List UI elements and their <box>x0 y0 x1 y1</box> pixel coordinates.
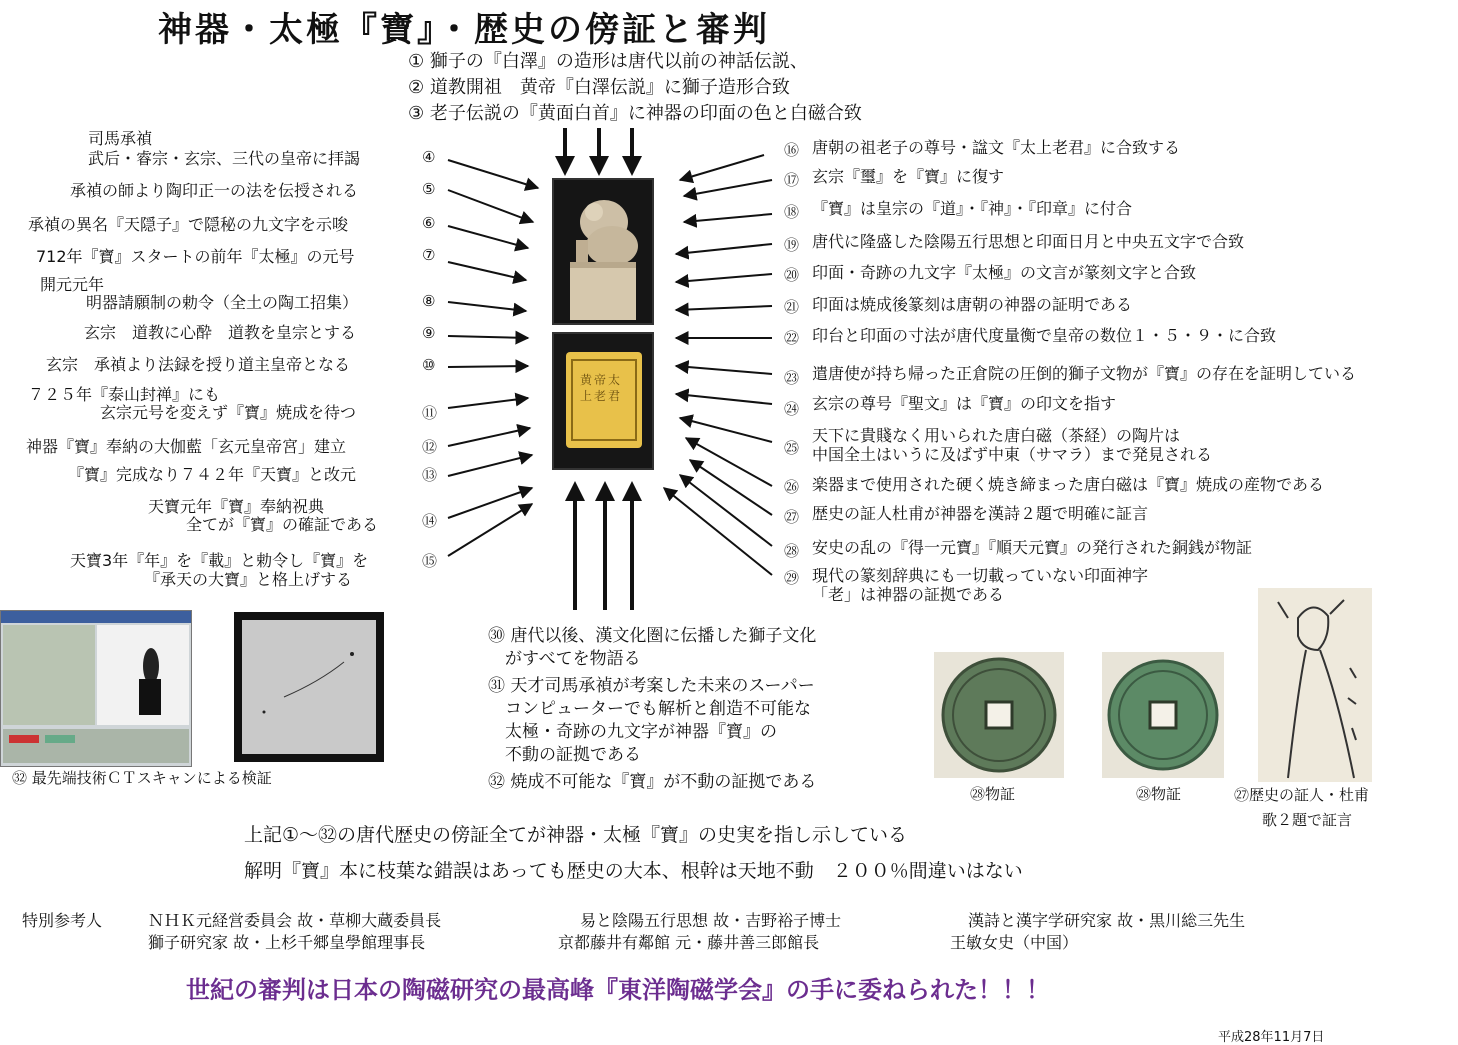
arrow-left-9 <box>448 336 528 338</box>
bottom-note-1: ㉚ 唐代以後、漢文化圏に伝播した獅子文化 <box>488 626 817 646</box>
right-item-20-line1: 印面・奇跡の九文字『太極』の文言が篆刻文字と合致 <box>812 263 1197 282</box>
left-item-8-line2: 明器請願制の勅令（全土の陶工招集） <box>86 293 359 312</box>
verdict: 世紀の審判は日本の陶磁研究の最高峰『東洋陶磁学会』の手に委ねられた！！！ <box>186 976 1050 1004</box>
left-item-15-num: ⑮ <box>422 552 438 570</box>
coin-1-caption: ㉘物証 <box>970 785 1016 803</box>
left-item-6-line1: 承禎の異名『天隠子』で隠秘の九文字を示唆 <box>28 215 349 234</box>
right-item-18-num: ⑱ <box>784 203 800 221</box>
arrow-left-14 <box>448 488 532 518</box>
coin-2-photo <box>1102 652 1224 778</box>
left-item-14-line2: 全てが『寶』の確証である <box>186 515 379 534</box>
right-item-24-num: ㉔ <box>784 400 800 418</box>
bottom-note-5: 太極・奇跡の九文字が神器『寶』の <box>488 722 777 742</box>
left-item-8-line1: 開元元年 <box>40 275 105 294</box>
lion-seal-photo <box>552 178 654 325</box>
right-item-16-line1: 唐朝の祖老子の尊号・諡文『太上老君』に合致する <box>812 138 1181 157</box>
arrow-right-17 <box>684 180 772 196</box>
right-item-17-line1: 玄宗『璽』を『寶』に復す <box>812 167 1005 186</box>
left-item-12-line1: 神器『寶』奉納の大伽藍「玄元皇帝宮」建立 <box>26 437 347 456</box>
bottom-note-4: コンピューターでも解析と創造不可能な <box>488 699 811 719</box>
reference-1-1: ＮＨＫ元経営委員会 故・草柳大蔵委員長 <box>148 911 442 930</box>
right-item-20-num: ⑳ <box>784 266 800 284</box>
summary-line-2: 解明『寶』本に枝葉な錯誤はあっても歴史の大本、根幹は天地不動 ２００％間違いはない <box>244 860 1023 882</box>
right-item-21-line1: 印面は焼成後篆刻は唐朝の神器の証明である <box>812 295 1133 314</box>
bottom-note-6: 不動の証拠である <box>488 745 641 765</box>
arrow-left-4 <box>448 160 538 188</box>
reference-2-1: 獅子研究家 故・上杉千郷皇學館理事長 <box>148 933 426 952</box>
arrow-left-6 <box>448 226 528 248</box>
arrow-right-29 <box>664 488 772 575</box>
arrow-left-7 <box>448 262 526 280</box>
left-item-11-line2: 玄宗元号を変えず『寶』焼成を待つ <box>100 403 357 422</box>
coin-1-photo <box>934 652 1064 778</box>
left-item-5-line1: 承禎の師より陶印正一の法を伝授される <box>70 181 359 200</box>
right-item-23-line1: 遣唐使が持ち帰った正倉院の圧倒的獅子文物が『寶』の存在を証明している <box>812 364 1357 383</box>
right-item-19-num: ⑲ <box>784 236 800 254</box>
left-item-14-line1: 天寶元年『寶』奉納祝典 <box>148 497 325 516</box>
reference-2-3: 王敏女史（中国） <box>950 933 1079 952</box>
left-item-11-line1: ７２５年『泰山封禅』にも <box>28 385 221 404</box>
ct-xray-image <box>234 612 384 762</box>
left-item-4-line2: 武后・睿宗・玄宗、三代の皇帝に拝謁 <box>88 149 361 168</box>
reference-1-3: 漢詩と漢字学研究家 故・黒川総三先生 <box>968 911 1246 930</box>
right-item-18-line1: 『寶』は皇宗の『道』・『神』・『印章』に付合 <box>812 199 1133 218</box>
right-item-17-num: ⑰ <box>784 171 800 189</box>
left-item-13-line1: 『寶』完成なり７４２年『天寶』と改元 <box>68 465 357 484</box>
arrow-right-18 <box>684 214 772 222</box>
date: 平成28年11月7日 <box>1218 1030 1325 1045</box>
right-item-16-num: ⑯ <box>784 141 800 159</box>
arrow-right-24 <box>676 394 772 404</box>
right-item-29-line2: 「老」は神器の証拠である <box>812 585 1005 604</box>
arrow-left-8 <box>448 302 526 311</box>
coin-2-caption: ㉘物証 <box>1136 785 1182 803</box>
lion-seal-figure <box>554 180 652 323</box>
right-item-27-num: ㉗ <box>784 508 800 526</box>
seal-face-photo <box>552 332 654 470</box>
right-item-19-line1: 唐代に隆盛した陰陽五行思想と印面日月と中央五文字で合致 <box>812 232 1245 251</box>
arrow-right-26 <box>686 438 772 486</box>
right-item-27-line1: 歴史の証人杜甫が神器を漢詩２題で明確に証言 <box>812 504 1149 523</box>
bottom-note-3: ㉛ 天才司馬承禎が考案した未来のスーパー <box>488 676 815 696</box>
arrow-left-13 <box>448 455 532 476</box>
left-item-10-line1: 玄宗 承禎より法録を授り道主皇帝となる <box>46 355 351 374</box>
left-item-11-num: ⑪ <box>422 404 438 422</box>
left-item-15-line1: 天寶3年『年』を『載』と勅令し『寶』を <box>70 551 369 570</box>
ct-software-screenshot <box>0 610 192 767</box>
right-item-22-line1: 印台と印面の寸法が唐代度量衡で皇帝の数位１・５・９・に合致 <box>812 326 1277 345</box>
right-item-21-num: ㉑ <box>784 298 800 316</box>
top-note-2: ② 道教開祖 黄帝『白澤伝説』に獅子造形合致 <box>408 77 790 98</box>
arrow-right-19 <box>676 244 772 254</box>
left-item-8-num: ⑧ <box>422 292 436 310</box>
dufu-caption-1: ㉗歴史の証人・杜甫 <box>1234 786 1370 804</box>
reference-2-2: 京都藤井有鄰館 元・藤井善三郎館長 <box>558 933 820 952</box>
left-item-9-line1: 玄宗 道教に心酔 道教を皇宗とする <box>84 323 357 342</box>
arrow-left-5 <box>448 190 533 222</box>
left-item-4-num: ④ <box>422 148 436 166</box>
page-title: 神器・太極『寶』・歴史の傍証と審判 <box>158 10 770 50</box>
arrow-left-12 <box>448 428 530 446</box>
arrow-left-11 <box>448 398 528 408</box>
left-item-7-num: ⑦ <box>422 246 436 264</box>
right-item-25-num: ㉕ <box>784 439 800 457</box>
right-item-25-line2: 中国全土はいうに及ばず中東（サマラ）まで発見される <box>812 445 1213 464</box>
right-item-26-line1: 楽器まで使用された硬く焼き締まった唐白磁は『寶』焼成の産物である <box>812 475 1325 494</box>
left-item-10-num: ⑩ <box>422 356 436 374</box>
top-note-1: ① 獅子の『白澤』の造形は唐代以前の神話伝説、 <box>408 51 808 72</box>
left-item-14-num: ⑭ <box>422 512 438 530</box>
coin-1-figure <box>934 652 1064 778</box>
seal-inscription: 黄帝太上老君 <box>580 373 623 403</box>
summary-line-1: 上記①～㉜の唐代歴史の傍証全てが神器・太極『寶』の史実を指し示している <box>244 824 908 846</box>
ct-xray-figure <box>234 612 384 762</box>
arrow-right-16 <box>680 155 764 180</box>
dufu-figure <box>1258 588 1372 782</box>
right-item-23-num: ㉓ <box>784 369 800 387</box>
right-item-29-num: ㉙ <box>784 569 800 587</box>
right-item-24-line1: 玄宗の尊号『聖文』は『寶』の印文を指す <box>812 394 1117 413</box>
left-item-5-num: ⑤ <box>422 180 436 198</box>
dufu-caption-2: 歌２題で証言 <box>1262 811 1353 829</box>
left-item-12-num: ⑫ <box>422 438 438 456</box>
left-item-6-num: ⑥ <box>422 214 436 232</box>
top-note-3: ③ 老子伝説の『黄面白首』に神器の印面の色と白磁合致 <box>408 103 862 124</box>
ct-caption: ㉜ 最先端技術ＣＴスキャンによる検証 <box>12 769 272 787</box>
right-item-26-num: ㉖ <box>784 478 800 496</box>
arrow-left-15 <box>448 504 532 556</box>
right-item-29-line1: 現代の篆刻辞典にも一切載っていない印面神字 <box>812 566 1149 585</box>
right-item-22-num: ㉒ <box>784 329 800 347</box>
right-item-25-line1: 天下に貴賤なく用いられた唐白磁（茶経）の陶片は <box>812 426 1181 445</box>
arrow-right-21 <box>676 306 772 310</box>
left-item-7-line1: 712年『寶』スタートの前年『太極』の元号 <box>36 247 355 266</box>
reference-1-2: 易と陰陽五行思想 故・吉野裕子博士 <box>580 911 842 930</box>
right-item-28-num: ㉘ <box>784 542 800 560</box>
left-item-9-num: ⑨ <box>422 324 436 342</box>
arrow-right-25 <box>680 418 772 442</box>
ct-software-figure <box>1 611 191 766</box>
right-item-28-line1: 安史の乱の『得一元寶』『順天元寶』の発行された銅銭が物証 <box>812 538 1253 557</box>
arrow-right-27 <box>690 460 772 515</box>
references-label: 特別参考人 <box>22 911 103 930</box>
dufu-portrait <box>1258 588 1372 782</box>
left-item-13-num: ⑬ <box>422 466 438 484</box>
left-item-15-line2: 『承天の大寶』と格上げする <box>144 570 353 589</box>
coin-2-figure <box>1102 652 1224 778</box>
arrow-left-10 <box>448 366 528 367</box>
bottom-note-7: ㉜ 焼成不可能な『寶』が不動の証拠である <box>488 772 817 792</box>
arrow-right-23 <box>676 366 772 374</box>
bottom-note-2: がすべてを物語る <box>488 649 641 669</box>
arrow-right-20 <box>676 274 772 282</box>
left-item-4-line1: 司馬承禎 <box>88 129 153 148</box>
arrow-right-28 <box>680 475 772 546</box>
